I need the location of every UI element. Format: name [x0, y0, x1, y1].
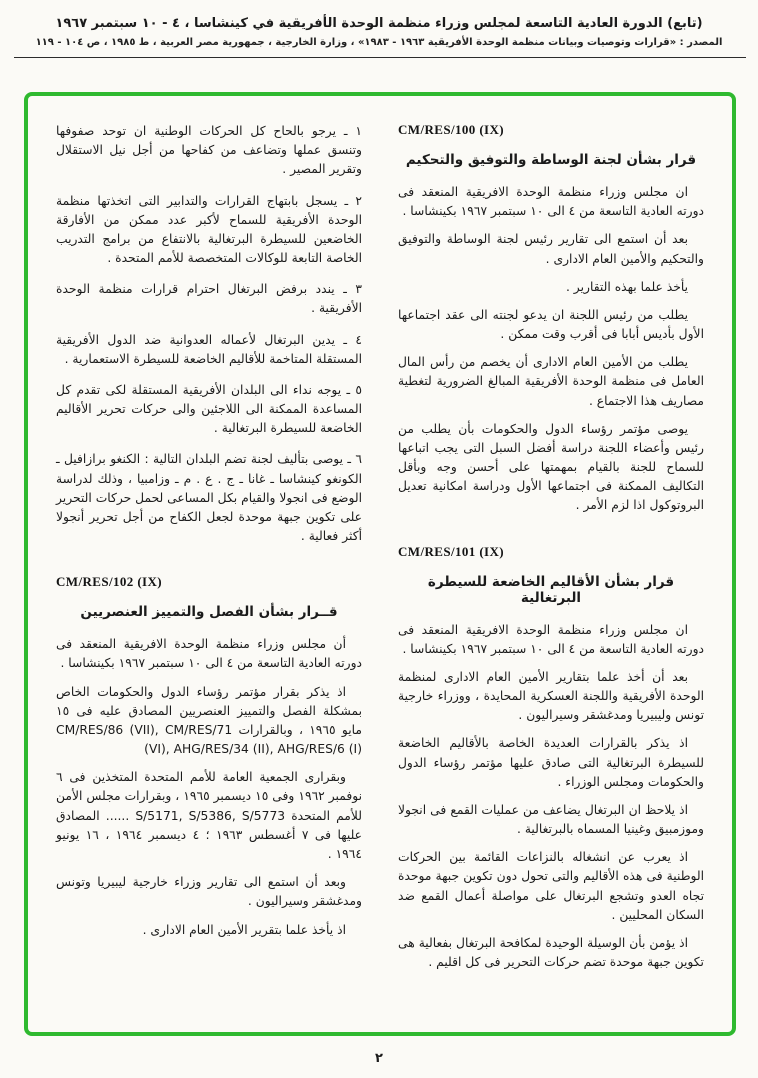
resolution-code-100: CM/RES/100 (IX)	[398, 122, 505, 137]
paragraph: ٦ ـ يوصى بتأليف لجنة تضم البلدان التالية : الكنغو برازافيل ـ الكونغو كينشاسا ـ غانا ـ ج . ع . م ـ وزامبيا ، وذلك لدراسة الوضع فى انجولا والقيام بكل المساعى لحمل حركات التحرير على تكوين جبهة موحدة لجعل الكفاح من أجل تحرير أنجولا أكثر فعالية .	[55, 452, 362, 544]
resolution-code-101: CM/RES/101 (IX)	[398, 543, 505, 559]
paragraph: ان مجلس وزراء منظمة الوحدة الافريقية المنعقد فى دورته العادية التاسعة من ٤ الى ١٠ سبتمبر ١٩٦٧ بكينشاسا .	[398, 185, 704, 219]
resolution-title-101: قرار بشأن الأقاليم الخاضعة للسيطرة البرتغالية	[427, 573, 675, 606]
paragraph: يطلب من الأمين العام الادارى أن يخصم من رأس المال العامل فى منظمة الوحدة الأفريقية المبالغ الضرورية لتغطية مصاريف هذا الاجتماع .	[398, 355, 704, 408]
paragraph: بعد أن أخذ علما بتقارير الأمين العام الادارى لمنظمة الوحدة الأفريقية واللجنة العسكرية المحايدة ، ووزراء خارجية تونس وليبيريا ومدغشقر وسيراليون .	[398, 669, 704, 723]
resolution-title-102: قــرار بشأن الفصل والتمييز العنصريين	[80, 604, 338, 621]
paragraph: يأخذ علما بهذه التقارير .	[565, 279, 688, 294]
header-source: المصدر : «قرارات وتوصيات وبيانات منظمة الوحدة الأفريقية ١٩٦٣ - ١٩٨٣» ، وزارة الخارجية ، جمهورية مصر العربية ، ط ١٩٨٥ ، ص ١٠٤ - ١١٩	[35, 37, 723, 48]
resolution-body-100	[398, 183, 704, 516]
paragraph: اذ يلاحظ ان البرتغال يضاعف من عمليات القمع فى انجولا وموزمبيق وغينيا المسماه بالبرتغالية .	[398, 802, 704, 837]
resolution-body-101	[398, 621, 704, 973]
paragraph: اذ يذكر بقرار مؤتمر رؤساء الدول والحكومات الخاص بمشكلة الفصل والتمييز العنصريين المصادق عليه فى ١٥ مايو ١٩٦٥ ، وبالقرارات CM/RES/86 (VII), CM/RES/71 (VI), AHG/RES/34 (II), AHG/RES/6 (I)	[56, 684, 362, 757]
paragraph: وبعد أن استمع الى تقارير وزراء خارجية ليبيريا وتونس ومدغشقر وسيراليون .	[56, 875, 362, 909]
header-title: (تابع) الدورة العادية التاسعة لمجلس وزراء منظمة الوحدة الأفريقية في كينشاسا ، ٤ - ١٠ سبتمبر ١٩٦٧	[55, 16, 703, 31]
page-number: ٢	[375, 1051, 383, 1066]
paragraph: ٢ ـ يسجل بابتهاج القرارات والتدابير التى اتخذتها منظمة الوحدة الأفريقية للسماح لأكبر عدد ممكن من الأفارقة الخاضعين للسيطرة البرتغالية بالانتفاع من برامج التدريب الخاصة التابعة للوكالات المتخصصة للأمم المتحدة .	[56, 193, 362, 266]
paragraph: اذ يأخذ علما بتقرير الأمين العام الادارى .	[142, 922, 346, 937]
document-header	[0, 0, 758, 58]
paragraph: ١ ـ يرجو بالحاح كل الحركات الوطنية ان توحد صفوفها وتنسق عملها وتضاعف من كفاحها من أجل نيل الاستقلال وتقرير المصير .	[56, 124, 362, 177]
paragraph: اذ يعرب عن انشغاله بالنزاعات القائمة بين الحركات الوطنية فى هذه الأقاليم والتى تحول دون تكوين جبهة موحدة تجاه العدو وتشجع البرتغال على مواصلة أعمال القمع ضد السكان المحليين .	[398, 850, 704, 922]
paragraph: ان مجلس وزراء منظمة الوحدة الافريقية المنعقد فى دورته العادية التاسعة من ٤ الى ١٠ سبتمبر ١٩٦٧ بكينشاسا .	[398, 622, 704, 656]
paragraph: أن مجلس وزراء منظمة الوحدة الافريقية المنعقد فى دورته العادية التاسعة من ٤ الى ١٠ سبتمبر ١٩٦٧ بكينشاسا .	[56, 637, 362, 671]
resolution-title-100: قرار بشأن لجنة الوساطة والتوفيق والتحكيم	[405, 152, 697, 168]
resolution-code-102: CM/RES/102 (IX)	[56, 574, 163, 590]
paragraph: ٤ ـ يدين البرتغال لأعماله العدوانية ضد الدول الأفريقية المستقلة المتاخمة للأقاليم الخاضعة للسيطرة الاستعمارية .	[56, 332, 362, 366]
paragraph: اذ يؤمن بأن الوسيلة الوحيدة لمكافحة البرتغال بفعالية هى تكوين جبهة موحدة تضم حركات التحرير فى كل اقليم .	[398, 935, 704, 970]
numbered-items-101	[56, 122, 362, 546]
paragraph: اذ يذكر بالقرارات العديدة الخاصة بالأقاليم الخاضعة للسيطرة البرتغالية التى صادق عليها مؤتمر رؤساء الدول والحكومات ومجلس الوزراء .	[398, 736, 704, 789]
content-frame	[24, 92, 736, 1036]
paragraph: ٣ ـ يندد برفض البرتغال احترام قرارات منظمة الوحدة الأفريقية .	[56, 282, 362, 316]
paragraph: وبقرارى الجمعية العامة للأمم المتحدة المتخذين فى ٦ نوفمبر ١٩٦٢ وفى ١٥ ديسمبر ١٩٦٥ ، وبقرارات مجلس الأمن للأمم المتحدة S/5171, S/5386, S/5773 ...... المصادق عليها فى ٧ أغسطس ١٩٦٣ ؛ ٤ ديسمبر ١٩٦٤ ، ١٦ يونيو ١٩٦٤ .	[56, 770, 363, 861]
paragraph: يطلب من رئيس اللجنة ان يدعو لجنته الى عقد اجتماعها الأول بأديس أبابا فى أقرب وقت ممكن .	[398, 307, 704, 342]
resolution-body-102	[56, 635, 362, 939]
header-divider	[14, 57, 746, 58]
paragraph: ٥ ـ يوجه نداء الى البلدان الأفريقية المستقلة لكى تقدم كل المساعدة الممكنة الى اللاجئين والى حركات تحرير الأقاليم الخاضعة للسيطرة البرتغالية .	[56, 382, 362, 436]
column-left	[56, 122, 362, 1014]
two-column-layout	[56, 122, 704, 1014]
paragraph: بعد أن استمع الى تقارير رئيس لجنة الوساطة والتوفيق والتحكيم والأمين العام الادارى .	[398, 232, 704, 266]
column-right	[398, 122, 704, 1014]
paragraph: يوصى مؤتمر رؤساء الدول والحكومات بأن يطلب من رئيس وأعضاء اللجنة دراسة أفضل السبل التى يجب اتباعها للسماح للجنة بالقيام بمهمتها على أحسن وجه وبأقل التكاليف الممكنة فى اجتماعها الأول ودراسة امكانية تعديل البروتوكول اذا لزم الأمر .	[398, 421, 704, 513]
